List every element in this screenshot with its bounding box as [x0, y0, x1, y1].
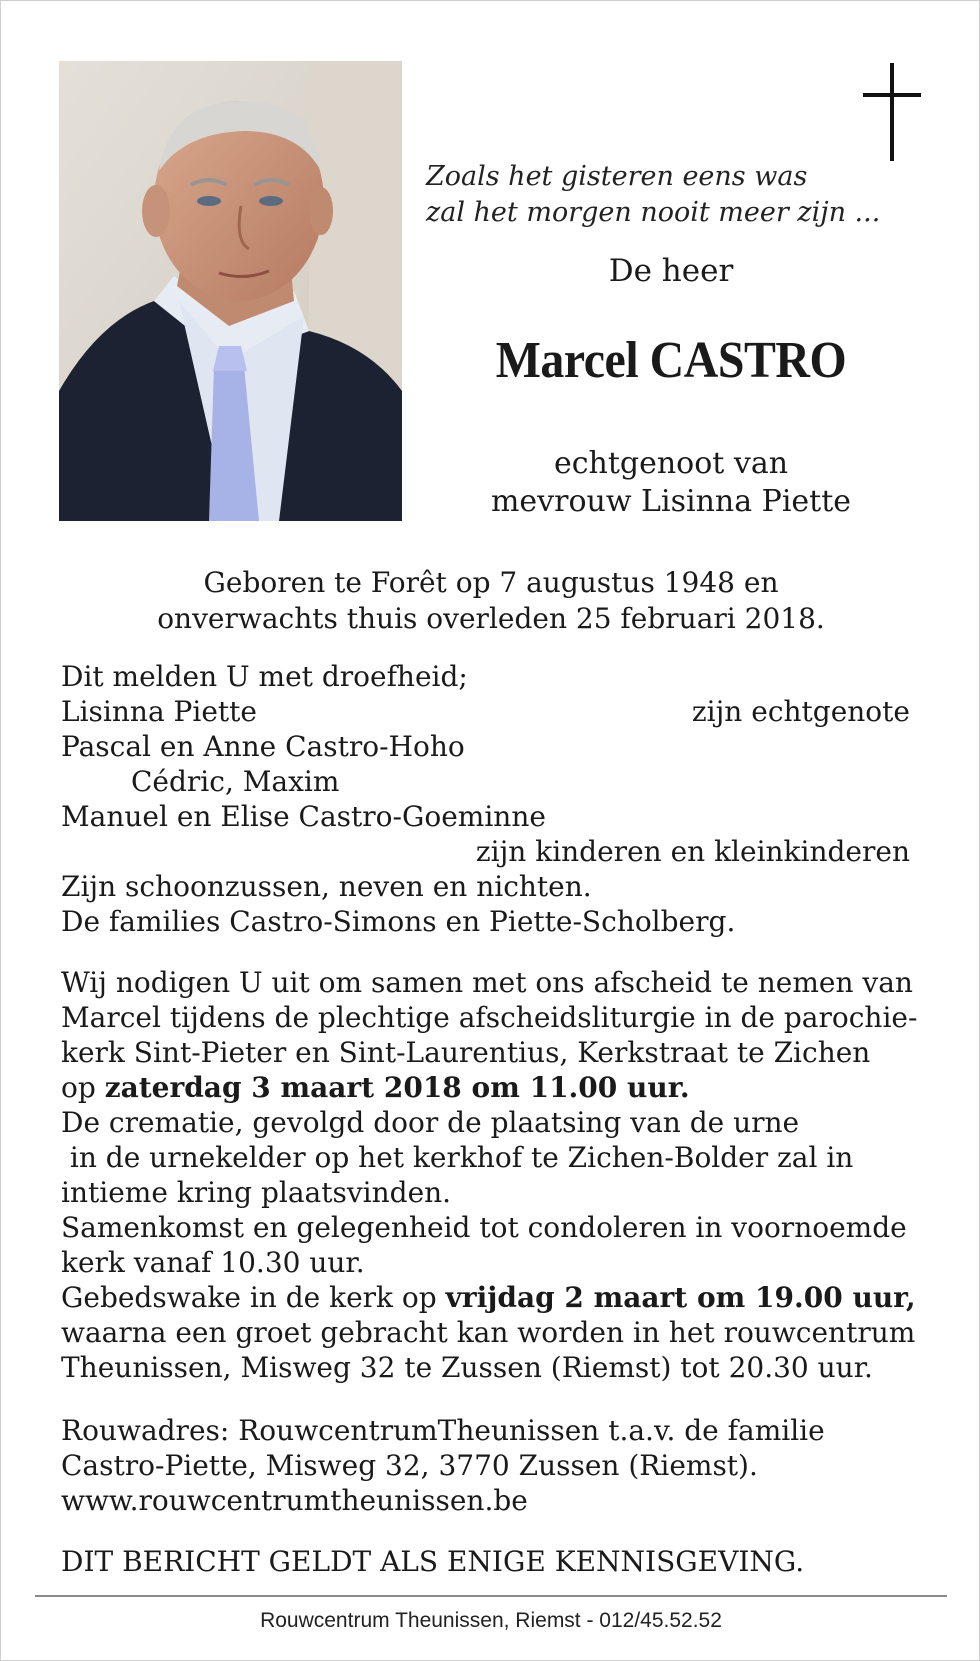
ceremony-line: Marcel tijdens de plechtige afscheidsliturgie in de parochie- — [61, 1001, 918, 1034]
ceremony-line: Theunissen, Misweg 32 te Zussen (Riemst) tot 20.30 uur. — [61, 1351, 873, 1384]
notice-text: DIT BERICHT GELDT ALS ENIGE KENNISGEVING. — [61, 1545, 805, 1578]
ceremony-line: in de urnekelder op het kerkhof te Zichen-Bolder zal in — [61, 1141, 854, 1174]
ceremony-line: waarna een groet gebracht kan worden in het rouwcentrum — [61, 1316, 916, 1349]
family-member: Manuel en Elise Castro-Goeminne — [61, 800, 546, 833]
family-member: Pascal en Anne Castro-Hoho — [61, 730, 465, 763]
portrait-photo — [59, 61, 402, 521]
family-intro: Dit melden U met droefheid; — [61, 660, 468, 693]
family-member: Lisinna Piette — [61, 695, 257, 728]
portrait-illustration — [59, 61, 402, 521]
family-member: Cédric, Maxim — [131, 765, 340, 798]
ceremony-text: Gebedswake in de kerk op — [61, 1281, 446, 1314]
footer-text: Rouwcentrum Theunissen, Riemst - 012/45.52.52 — [260, 1609, 722, 1632]
family-member: De families Castro-Simons en Piette-Scholberg. — [61, 905, 736, 938]
ceremony-info — [61, 965, 926, 1385]
ceremony-line: Samenkomst en gelegenheid tot condoleren in voornoemde — [61, 1211, 907, 1244]
honorific-title: De heer — [608, 253, 734, 289]
death-line: onverwachts thuis overleden 25 februari 2018. — [157, 602, 825, 635]
birth-death-info — [59, 565, 923, 637]
family-relation: zijn echtgenote — [691, 695, 910, 728]
ceremony-date: zaterdag 3 maart 2018 om 11.00 uur. — [104, 1071, 690, 1104]
spouse-line: echtgenoot van — [553, 446, 789, 481]
ceremony-line — [61, 1070, 926, 1105]
website-link[interactable]: www.rouwcentrumtheunissen.be — [61, 1484, 528, 1517]
family-list — [61, 659, 926, 939]
ceremony-line: intieme kring plaatsvinden. — [61, 1176, 452, 1209]
ceremony-line: Wij nodigen U uit om samen met ons afscheid te nemen van — [61, 966, 913, 999]
cross-icon — [863, 63, 921, 161]
ceremony-line: De crematie, gevolgd door de plaatsing van de urne — [61, 1106, 800, 1139]
address-line: Rouwadres: RouwcentrumTheunissen t.a.v. de familie — [61, 1414, 825, 1447]
quote-line: zal het morgen nooit meer zijn ... — [426, 197, 881, 228]
family-row-spouse — [61, 694, 926, 729]
address-line: Castro-Piette, Misweg 32, 3770 Zussen (Riemst). — [61, 1449, 758, 1482]
memorial-quote — [426, 159, 880, 231]
ceremony-line — [61, 1280, 926, 1315]
wake-date: vrijdag 2 maart om 19.00 uur, — [445, 1281, 916, 1314]
ceremony-text: op — [61, 1071, 105, 1104]
divider — [35, 1595, 947, 1597]
ceremony-line: kerk Sint-Pieter en Sint-Laurentius, Kerkstraat te Zichen — [61, 1036, 871, 1069]
deceased-name: Marcel CASTRO — [495, 332, 847, 389]
quote-line: Zoals het gisteren eens was — [426, 161, 808, 192]
family-relation: zijn kinderen en kleinkinderen — [475, 835, 910, 868]
ceremony-line: kerk vanaf 10.30 uur. — [61, 1246, 365, 1279]
mourning-address — [61, 1413, 926, 1518]
spouse-line: mevrouw Lisinna Piette — [490, 484, 852, 519]
family-member: Zijn schoonzussen, neven en nichten. — [61, 870, 592, 903]
spouse-info — [441, 445, 901, 521]
birth-line: Geboren te Forêt op 7 augustus 1948 en — [203, 566, 779, 599]
